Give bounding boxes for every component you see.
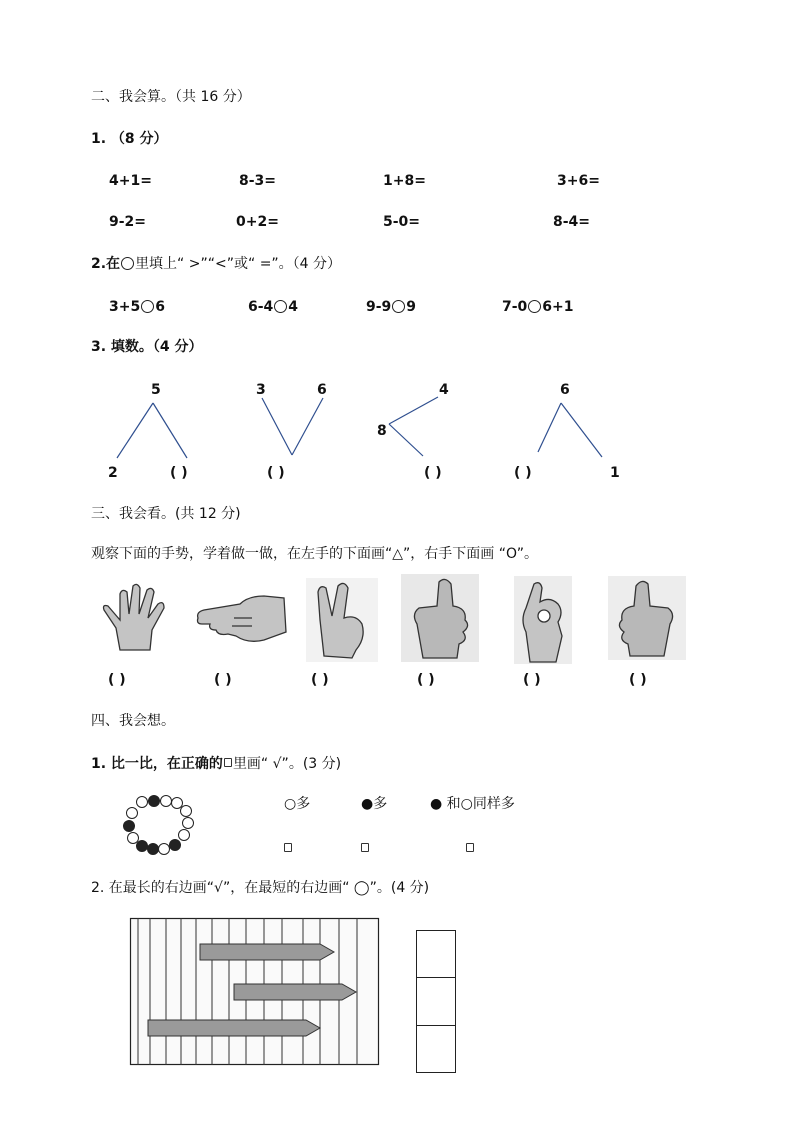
compare-left: 9-9 <box>366 299 392 315</box>
bond-top: 5 <box>151 382 161 398</box>
s4-q1-label-post: 里画“ √”。(3 分) <box>232 756 342 772</box>
hand-answer-blank[interactable]: ( ) <box>417 672 435 688</box>
bond-part: 3 <box>256 382 266 398</box>
section3-title: 三、我会看。(共 12 分) <box>91 506 241 522</box>
expr-1: 4+1= <box>109 173 152 189</box>
bond-blank[interactable]: ( ) <box>170 465 188 481</box>
expr-2: 8-3= <box>239 173 277 189</box>
square-icon <box>224 758 232 767</box>
q2-label-post: 里填上“ >”“<”或“ =”。（4 分） <box>135 256 342 272</box>
pencils-figure <box>130 918 380 1066</box>
option-white-more: ○多 <box>284 796 311 812</box>
expr-7: 5-0= <box>383 214 421 230</box>
open-hand-icon <box>98 580 178 660</box>
bead-ring-figure <box>120 794 196 856</box>
s4-q2-label: 2. 在最长的右边画“√”，在最短的右边画“ ◯”。(4 分) <box>91 880 430 896</box>
s4-q1-label-pre: 1. 比一比，在正确的 <box>91 756 223 772</box>
compare-left: 3+5 <box>109 299 141 315</box>
bond-line <box>538 403 561 452</box>
option-equal: ● 和○同样多 <box>430 796 515 812</box>
answer-box[interactable] <box>284 843 292 852</box>
bond-line <box>262 398 292 455</box>
bond-line <box>117 403 153 458</box>
thumbs-up-hand-icon <box>401 574 479 662</box>
bond-part: 6 <box>317 382 327 398</box>
bond-part: 1 <box>610 465 620 481</box>
q1-label: 1. （8 分） <box>91 131 168 147</box>
expr-8: 8-4= <box>553 214 591 230</box>
expr-4: 3+6= <box>557 173 600 189</box>
answer-box[interactable] <box>417 978 455 1026</box>
compare-right: 6+1 <box>542 299 574 315</box>
expr-3: 1+8= <box>383 173 426 189</box>
hand-answer-blank[interactable]: ( ) <box>311 672 329 688</box>
two-fingers-hand-icon <box>306 578 378 662</box>
bond-blank[interactable]: ( ) <box>424 465 442 481</box>
compare-left: 7-0 <box>502 299 528 315</box>
bond-part: 4 <box>439 382 449 398</box>
hand-answer-blank[interactable]: ( ) <box>214 672 232 688</box>
option-black-more: ●多 <box>361 796 388 812</box>
thumbs-up-hand-icon <box>608 576 686 660</box>
hand-answer-blank[interactable]: ( ) <box>108 672 126 688</box>
s4-q1-label <box>91 755 341 773</box>
hand-answer-blank[interactable]: ( ) <box>523 672 541 688</box>
section2-title: 二、我会算。（共 16 分） <box>91 89 251 105</box>
expr-5: 9-2= <box>109 214 147 230</box>
bond-blank[interactable]: ( ) <box>514 465 532 481</box>
ok-hand-icon <box>514 576 572 664</box>
answer-box[interactable] <box>361 843 369 852</box>
expr-6: 0+2= <box>236 214 279 230</box>
bond-part: 2 <box>108 465 118 481</box>
answer-box[interactable] <box>417 1026 455 1072</box>
answer-box[interactable] <box>466 843 474 852</box>
pointing-hand-icon <box>194 582 290 648</box>
bond-blank[interactable]: ( ) <box>267 465 285 481</box>
bond-top: 8 <box>377 423 387 439</box>
q3-label: 3. 填数。（4 分） <box>91 339 203 355</box>
section3-instruction: 观察下面的手势，学着做一做，在左手的下面画“△”，右手下面画 “O”。 <box>91 546 539 562</box>
bond-top: 6 <box>560 382 570 398</box>
compare-right: 9 <box>406 299 417 315</box>
bond-line <box>153 403 187 458</box>
section4-title: 四、我会想。 <box>91 713 175 729</box>
bond-line <box>389 397 438 424</box>
answer-box[interactable] <box>417 931 455 978</box>
answer-boxes-column <box>416 930 456 1073</box>
compare-right: 6 <box>155 299 165 315</box>
bond-line <box>292 398 323 455</box>
hand-answer-blank[interactable]: ( ) <box>629 672 647 688</box>
bond-line <box>561 403 602 457</box>
bond-line <box>389 424 423 456</box>
compare-left: 6-4 <box>248 299 274 315</box>
compare-right: 4 <box>288 299 299 315</box>
q2-label-pre: 2.在 <box>91 256 121 272</box>
